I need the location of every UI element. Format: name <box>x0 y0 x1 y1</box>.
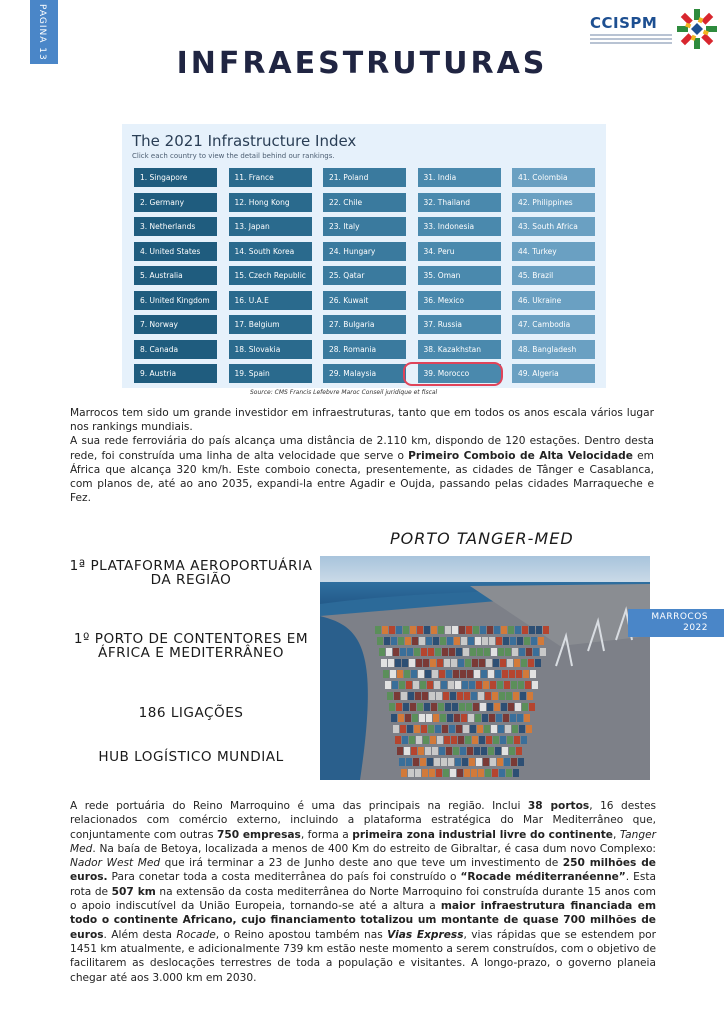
porto-tanger-med-title: PORTO TANGER-MED <box>390 529 574 548</box>
stat-container-port: 1º PORTO DE CONTENTORES EM ÁFRICA E MEDITERRÂNEO <box>73 631 309 661</box>
port-aerial-photo <box>320 556 650 780</box>
index-title: The 2021 Infrastructure Index <box>132 132 357 150</box>
index-country-cell[interactable]: 4. United States <box>134 242 217 261</box>
index-country-cell[interactable]: 35. Oman <box>418 266 501 285</box>
intro-paragraph-1: Marrocos tem sido um grande investidor em infraestruturas, tanto que em todos os anos escala vários lugar nos rankings mundiais. <box>70 407 654 434</box>
index-country-cell[interactable]: 12. Hong Kong <box>229 193 312 212</box>
index-country-cell[interactable]: 28. Romania <box>323 340 406 359</box>
index-country-cell[interactable]: 16. U.A.E <box>229 291 312 310</box>
marrocos-year-tab <box>628 609 724 637</box>
index-country-cell[interactable]: 19. Spain <box>229 364 312 383</box>
index-country-cell[interactable]: 48. Bangladesh <box>512 340 595 359</box>
port-network-text: A rede portuária do Reino Marroquino é uma das principais na região. Inclui 38 portos, 16 destes relacionados com comércio externo, incluindo a plataforma estratégica do Mar Mediterrâneo que, conjuntamente com outras 750 empresas, forma a primeira zona industrial livre do continente, Tanger Med. Na baía de Betoya, localizada a menos de 400 Km do estreito de Gibraltar, é casa dum novo Complexo: Nador West Med que irá terminar a 23 de Junho deste ano que teve um investimento de 250 milhões de euros. Para conetar toda a costa mediterrânea do país foi construído o “Rocade méditerranéenne”. Esta rota de 507 km na extensão da costa mediterrânea do Norte Marroquino foi construída durante 15 anos com o apoio indiscutível da União Europeia, tornando-se até a altura a maior infraestrutura financiada em todo o continente Africano, cujo financiamento totalizou um montante de quase 700 milhões de euros. Além desta Rocade, o Reino apostou também nas Vias Express, vias rápidas que se estendem por 1451 km atualmente, e adicionalmente 739 km estão neste momento a serem construídos, com o objetivo de facilitarem as deslocações terrestres de toda a população e visitantes. A longo-prazo, o governo planeia chegar até aos 3.000 km em 2030. <box>70 800 657 984</box>
index-country-cell[interactable]: 11. France <box>229 168 312 187</box>
index-country-cell[interactable]: 6. United Kingdom <box>134 291 217 310</box>
index-country-cell[interactable]: 15. Czech Republic <box>229 266 312 285</box>
index-country-cell[interactable]: 13. Japan <box>229 217 312 236</box>
index-subtitle: Click each country to view the detail behind our rankings. <box>132 152 335 160</box>
index-country-cell[interactable]: 14. South Korea <box>229 242 312 261</box>
index-country-cell[interactable]: 32. Thailand <box>418 193 501 212</box>
index-country-cell[interactable]: 24. Hungary <box>323 242 406 261</box>
index-country-cell[interactable]: 44. Turkey <box>512 242 595 261</box>
logo-text: CCISPM <box>590 14 658 32</box>
index-country-cell[interactable]: 34. Peru <box>418 242 501 261</box>
index-country-cell[interactable]: 26. Kuwait <box>323 291 406 310</box>
index-country-cell[interactable]: 21. Poland <box>323 168 406 187</box>
railway-intro-text <box>70 406 654 505</box>
stat-airport-platform: 1ª PLATAFORMA AEROPORTUÁRIA DA REGIÃO <box>69 558 313 588</box>
morocco-highlight-circle <box>403 362 503 386</box>
index-country-cell[interactable]: 29. Malaysia <box>323 364 406 383</box>
index-country-cell[interactable]: 37. Russia <box>418 315 501 334</box>
infrastructure-index-panel <box>122 124 606 388</box>
index-country-cell[interactable]: 38. Kazakhstan <box>418 340 501 359</box>
intro-paragraph-2: A sua rede ferroviária do país alcança uma distância de 2.110 km, dispondo de 120 estações. Dentro desta rede, foi construída uma linha de alta velocidade que serve o Primeiro Comboio de Alta Velocidade em África que alcança 320 km/h. Este comboio conecta, presentemente, as cidades de Tânger e Casablanca, com planos de, até ao ano 2035, expandi-la entre Agadir e Oujda, passando pelas cidades Marraqueche e Fez. <box>70 435 654 505</box>
index-country-cell[interactable]: 7. Norway <box>134 315 217 334</box>
tab-year: 2022 <box>683 623 708 633</box>
index-country-cell[interactable]: 18. Slovakia <box>229 340 312 359</box>
index-country-cell[interactable]: 46. Ukraine <box>512 291 595 310</box>
index-country-cell[interactable]: 8. Canada <box>134 340 217 359</box>
index-country-cell[interactable]: 39. Morocco <box>418 364 501 383</box>
index-country-cell[interactable]: 5. Australia <box>134 266 217 285</box>
page-title: INFRAESTRUTURAS <box>176 46 548 81</box>
index-country-cell[interactable]: 36. Mexico <box>418 291 501 310</box>
index-country-cell[interactable]: 33. Indonesia <box>418 217 501 236</box>
index-country-cell[interactable]: 45. Brazil <box>512 266 595 285</box>
tab-country: MARROCOS <box>651 612 708 622</box>
index-country-cell[interactable]: 2. Germany <box>134 193 217 212</box>
index-country-cell[interactable]: 25. Qatar <box>323 266 406 285</box>
stat-logistics-hub: HUB LOGÍSTICO MUNDIAL <box>98 749 284 765</box>
index-country-cell[interactable]: 42. Philippines <box>512 193 595 212</box>
index-country-cell[interactable]: 41. Colombia <box>512 168 595 187</box>
index-country-cell[interactable]: 43. South Africa <box>512 217 595 236</box>
index-country-cell[interactable]: 27. Bulgaria <box>323 315 406 334</box>
page-number-label: PAGINA 13 <box>37 4 47 61</box>
index-country-cell[interactable]: 49. Algeria <box>512 364 595 383</box>
index-country-cell[interactable]: 47. Cambodia <box>512 315 595 334</box>
index-country-cell[interactable]: 3. Netherlands <box>134 217 217 236</box>
stat-connections: 186 LIGAÇÕES <box>138 705 244 721</box>
index-source-caption: Source: CMS Francis Lefebvre Maroc Conseil juridique et fiscal <box>250 389 438 396</box>
index-country-cell[interactable]: 22. Chile <box>323 193 406 212</box>
index-country-cell[interactable]: 23. Italy <box>323 217 406 236</box>
index-country-cell[interactable]: 17. Belgium <box>229 315 312 334</box>
index-country-cell[interactable]: 9. Austria <box>134 364 217 383</box>
index-country-cell[interactable]: 1. Singapore <box>134 168 217 187</box>
index-country-cell[interactable]: 31. India <box>418 168 501 187</box>
index-country-grid <box>134 168 596 382</box>
